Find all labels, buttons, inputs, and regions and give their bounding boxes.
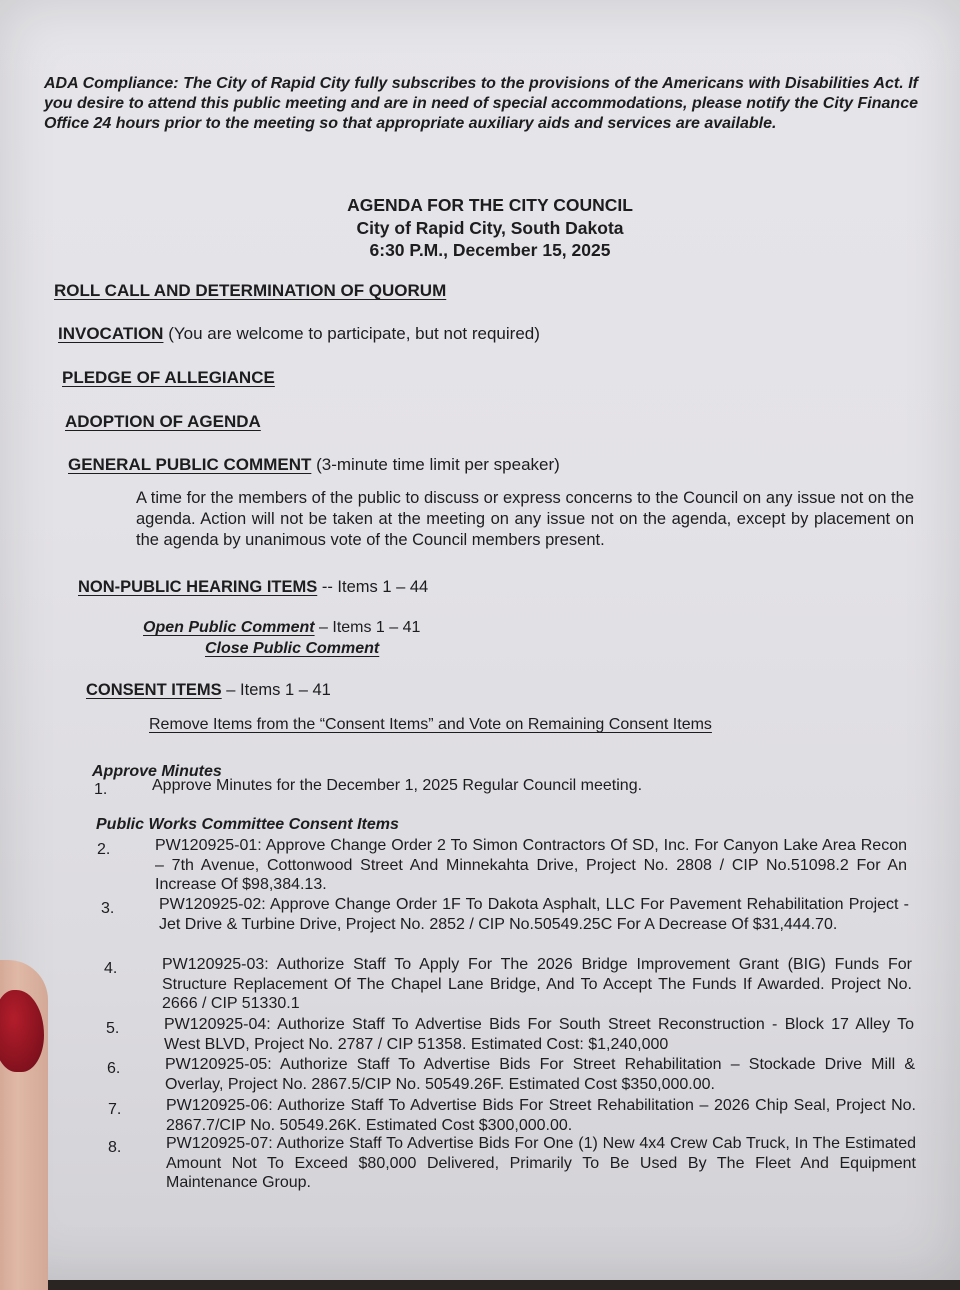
section-non-public-hearing: NON-PUBLIC HEARING ITEMS -- Items 1 – 44 <box>78 578 429 596</box>
section-adoption: ADOPTION OF AGENDA <box>65 412 261 431</box>
item-number: 7. <box>108 1101 122 1118</box>
item-number: 8. <box>108 1139 122 1156</box>
agenda-header <box>290 194 690 262</box>
item-text: PW120925-01: Approve Change Order 2 To Simon Contractors Of SD, Inc. For Canyon Lake Area Recon – 7th Avenue, Cottonwood Street And Minnekahta Drive, Project No. 2808 / CIP No.51098.2 For An Increase Of $98,384.13. <box>155 837 907 893</box>
item-number: 6. <box>107 1060 121 1077</box>
close-public-comment: Close Public Comment <box>205 640 380 657</box>
agenda-city: City of Rapid City, South Dakota <box>356 217 624 238</box>
item-number: 5. <box>106 1020 120 1037</box>
category-public-works: Public Works Committee Consent Items <box>96 816 399 833</box>
section-consent-items: CONSENT ITEMS – Items 1 – 41 <box>86 681 331 699</box>
item-text: PW120925-03: Authorize Staff To Apply For The 2026 Bridge Improvement Grant (BIG) Funds For Structure Replacement Of The Chapel Lane Bridge, And To Accept The Funds If Awarded. Project No. 2666 / CIP 51330.1 <box>162 956 912 1012</box>
remove-consent-items-note: Remove Items from the “Consent Items” and Vote on Remaining Consent Items <box>149 716 712 733</box>
open-public-comment: Open Public Comment – Items 1 – 41 <box>143 619 421 636</box>
section-invocation: INVOCATION (You are welcome to participate, but not required) <box>58 324 540 343</box>
item-number: 1. <box>94 781 108 798</box>
ada-compliance-notice: ADA Compliance: The City of Rapid City fully subscribes to the provisions of the Americans with Disabilities Act. If you desire to attend this public meeting and are in need of special accommodations, please notify the City Finance Office 24 hours prior to the meeting so that appropriate auxiliary aids and services are available. <box>44 75 918 132</box>
item-text: PW120925-04: Authorize Staff To Advertise Bids For South Street Reconstruction - Block 17 Alley To West BLVD, Project No. 2787 / CIP 51358. Estimated Cost: $1,240,000 <box>164 1016 914 1053</box>
section-pledge: PLEDGE OF ALLEGIANCE <box>62 368 275 387</box>
item-number: 2. <box>97 841 111 858</box>
agenda-datetime: 6:30 P.M., December 15, 2025 <box>369 240 611 260</box>
item-text: PW120925-02: Approve Change Order 1F To Dakota Asphalt, LLC For Pavement Rehabilitation Project - Jet Drive & Turbine Drive, Project No. 2852 / CIP No.50549.25C For A Decrease Of $31,444.70. <box>159 896 909 933</box>
item-number: 3. <box>101 900 115 917</box>
section-roll-call: ROLL CALL AND DETERMINATION OF QUORUM <box>54 281 447 300</box>
item-number: 4. <box>104 960 118 977</box>
item-text: PW120925-06: Authorize Staff To Advertise Bids For Street Rehabilitation – 2026 Chip Seal, Project No. 2867.7/CIP No. 50549.26K. Estimated Cost $300,000.00. <box>166 1097 916 1134</box>
item-text: PW120925-05: Authorize Staff To Advertise Bids For Street Rehabilitation – Stockade Drive Mill & Overlay, Project No. 2867.5/CIP No. 50549.26F. Estimated Cost $350,000.00. <box>165 1056 915 1093</box>
item-text: Approve Minutes for the December 1, 2025 Regular Council meeting. <box>152 777 643 794</box>
public-comment-description: A time for the members of the public to discuss or express concerns to the Council on any issue not on the agenda. Action will not be taken at the meeting on any issue not on the agenda, except by placement on the agenda by unanimous vote of the Council members present. <box>136 489 914 549</box>
agenda-title: AGENDA FOR THE CITY COUNCIL <box>347 195 633 215</box>
item-text: PW120925-07: Authorize Staff To Advertise Bids For One (1) New 4x4 Crew Cab Truck, In The Estimated Amount Not To Exceed $80,000 Delivered, Primarily To Be Used By The Fleet And Equipment Maintenance Group. <box>166 1135 916 1191</box>
category-approve-minutes: Approve Minutes <box>92 763 222 780</box>
section-public-comment: GENERAL PUBLIC COMMENT (3-minute time limit per speaker) <box>68 455 560 474</box>
